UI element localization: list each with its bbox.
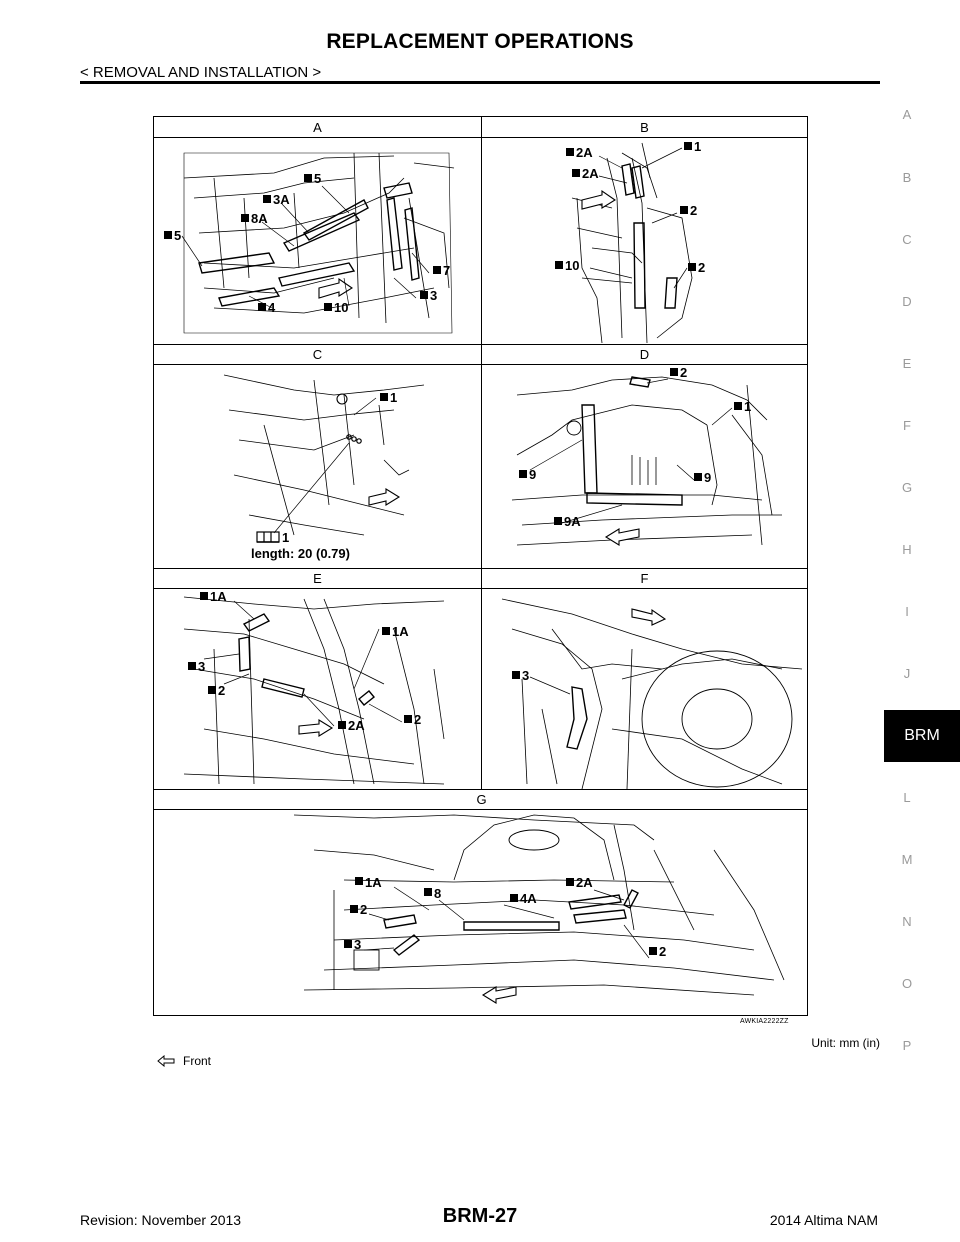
callout-a-5-top: 5	[314, 171, 322, 186]
callout-b-2a: 2A	[582, 166, 599, 181]
front-arrow-icon	[157, 1055, 175, 1067]
front-legend-label: Front	[183, 1054, 212, 1068]
panel-a	[154, 138, 481, 344]
index-letter-m[interactable]: M	[901, 852, 913, 867]
panel-f	[482, 589, 808, 789]
weld-strip	[665, 278, 677, 308]
callout-g-2: 2	[659, 944, 667, 959]
weld-strip	[262, 679, 304, 697]
callout-e-2-left: 2	[218, 683, 226, 698]
weld-strip	[567, 687, 587, 749]
callout-b-2a-top: 2A	[576, 145, 593, 160]
front-arrow-icon	[606, 529, 639, 545]
callout-a-3: 3	[430, 288, 438, 303]
callout-e-1a: 1A	[392, 624, 409, 639]
panel-label-f: F	[640, 570, 649, 586]
panel-label-a: A	[313, 119, 322, 135]
callout-a-8a: 8A	[251, 211, 268, 226]
callout-g-3: 3	[354, 937, 362, 952]
panel-label-b: B	[640, 119, 649, 135]
index-letter-n[interactable]: N	[902, 914, 912, 929]
weld-strip	[582, 405, 597, 493]
callout-b-2-top: 2	[690, 203, 698, 218]
index-letter-o[interactable]: O	[901, 976, 913, 991]
panel-c	[154, 365, 481, 568]
panel-d	[482, 365, 808, 568]
weld-strip	[244, 614, 269, 631]
index-letter-c[interactable]: C	[902, 232, 912, 247]
callout-b-1: 1	[694, 139, 702, 154]
panel-label-c: C	[312, 346, 323, 362]
callout-d-9: 9	[704, 470, 712, 485]
callout-a-10: 10	[334, 300, 349, 315]
header-rule	[80, 81, 880, 84]
front-arrow-icon	[632, 609, 665, 625]
index-letter-e[interactable]: E	[902, 356, 912, 371]
weld-strip	[239, 637, 250, 671]
weld-strip	[384, 183, 412, 198]
callout-f-3: 3	[522, 668, 530, 683]
index-letter-i[interactable]: I	[905, 604, 909, 619]
index-letter-l[interactable]: L	[903, 790, 911, 805]
index-letter-p[interactable]: P	[902, 1038, 912, 1053]
callout-d-9-left: 9	[529, 467, 537, 482]
index-letter-h[interactable]: H	[902, 542, 912, 557]
front-arrow-icon	[369, 489, 399, 505]
note-c-length: length: 20 (0.79)	[251, 546, 350, 561]
section-subtitle: < REMOVAL AND INSTALLATION >	[80, 64, 322, 81]
index-letter-a[interactable]: A	[902, 107, 912, 122]
weld-strip	[387, 198, 402, 270]
weld-strip	[359, 691, 374, 705]
callout-e-2a: 2A	[348, 718, 365, 733]
spot-weld-count-icon	[257, 532, 279, 542]
footer-page-number: BRM-27	[442, 1205, 518, 1227]
footer-revision: Revision: November 2013	[80, 1212, 242, 1228]
index-letter-g[interactable]: G	[901, 480, 913, 495]
panel-g	[154, 810, 808, 1016]
callout-d-9a: 9A	[564, 514, 581, 529]
callout-g-4a: 4A	[520, 891, 537, 906]
callout-d-1: 1	[744, 399, 752, 414]
index-tab-brm[interactable]: BRM	[884, 710, 960, 762]
callout-g-1a: 1A	[365, 875, 382, 890]
front-legend	[157, 1054, 211, 1068]
weld-strip	[384, 915, 416, 928]
callout-a-7: 7	[443, 263, 451, 278]
weld-strip	[624, 890, 638, 908]
weld-strip	[394, 935, 419, 955]
callout-g-2-left: 2	[360, 902, 368, 917]
panel-label-g: G	[476, 791, 487, 807]
index-letter-b[interactable]: B	[902, 170, 912, 185]
weld-strip	[574, 910, 626, 923]
panel-b	[482, 138, 808, 344]
welding-diagram-figure	[153, 116, 808, 1016]
callout-e-2: 2	[414, 712, 422, 727]
panel-label-d: D	[639, 346, 650, 362]
callout-a-3a: 3A	[273, 192, 290, 207]
callout-a-4: 4	[268, 300, 276, 315]
fastener-icon	[337, 394, 347, 404]
footer-model: 2014 Altima NAM	[769, 1212, 878, 1228]
panel-label-e: E	[313, 570, 322, 586]
callout-b-10: 10	[565, 258, 580, 273]
callout-g-2a: 2A	[576, 875, 593, 890]
callout-e-3: 3	[198, 659, 206, 674]
callout-b-2: 2	[698, 260, 706, 275]
units-note: Unit: mm (in)	[811, 1036, 880, 1050]
drawing-lines	[502, 599, 802, 789]
front-arrow-icon	[582, 191, 615, 209]
callout-c-1: 1	[390, 390, 398, 405]
weld-strip	[464, 922, 559, 930]
callout-d-2: 2	[680, 365, 688, 380]
callout-e-1a-top: 1A	[210, 589, 227, 604]
figure-code: AWKIA2222ZZ	[740, 1018, 789, 1025]
callout-a-5-left: 5	[174, 228, 182, 243]
drawing-lines	[294, 815, 784, 995]
index-letter-f[interactable]: F	[903, 418, 911, 433]
note-c-number: 1	[282, 530, 290, 545]
index-letter-j[interactable]: J	[903, 666, 911, 681]
panel-e	[154, 589, 481, 789]
callout-g-8: 8	[434, 886, 442, 901]
front-arrow-icon	[483, 987, 516, 1003]
front-arrow-icon	[299, 720, 332, 736]
page-title: REPLACEMENT OPERATIONS	[326, 30, 634, 53]
index-letter-d[interactable]: D	[902, 294, 912, 309]
